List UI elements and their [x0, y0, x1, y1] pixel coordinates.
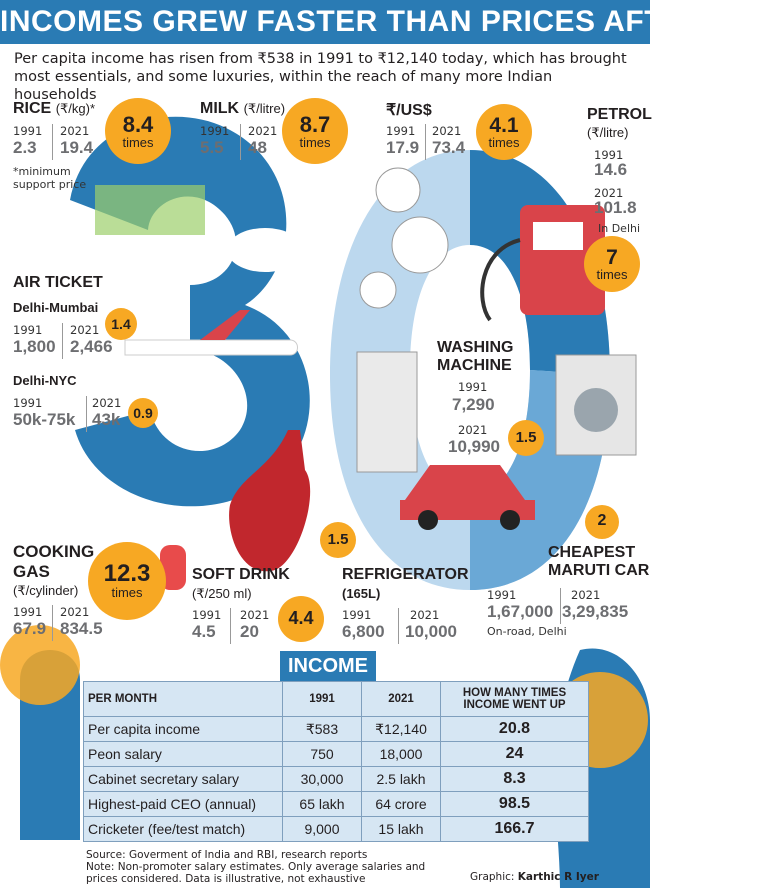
refrigerator-icon [357, 352, 417, 472]
table-row [84, 742, 589, 767]
car-name: CHEAPEST MARUTI CAR [548, 544, 650, 579]
milk-label [200, 100, 285, 118]
milk-times-bubble: 8.7 times [282, 98, 348, 164]
col-header-1991: 1991 [283, 682, 362, 717]
sd-year-2021: 2021 [240, 608, 270, 622]
soft-drink-name: SOFT DRINK [192, 566, 290, 583]
usd-label: ₹/US$ [386, 102, 432, 119]
air-mumbai-year-1991: 1991 [13, 323, 43, 337]
row-times: 166.7 [441, 817, 589, 842]
gas-unit: (₹/cylinder) [13, 583, 79, 598]
fridge-name: REFRIGERATOR [342, 566, 469, 583]
sd-year-1991: 1991 [192, 608, 222, 622]
footer-notes [86, 849, 456, 885]
fridge-value-1991: 6,800 [342, 622, 385, 641]
col-header-per-month: PER MONTH [84, 682, 283, 717]
rice-unit: (₹/kg)* [55, 101, 96, 116]
divider [398, 608, 399, 644]
divider [52, 124, 53, 160]
gas-value-1991: 67.9 [13, 619, 47, 638]
divider [240, 124, 241, 160]
petrol-name: PETROL [587, 106, 652, 123]
row-times: 20.8 [441, 717, 589, 742]
coin-icon [392, 217, 448, 273]
rice-value-2021: 19.4 [60, 138, 94, 157]
rice-note: *minimum support price [13, 165, 87, 191]
car-year-2021: 2021 [571, 588, 601, 602]
fridge-value-2021: 10,000 [405, 622, 457, 641]
row-1991: 9,000 [283, 817, 362, 842]
gas-name: COOKING GAS [13, 542, 95, 581]
wm-times-bubble: 1.5 [508, 420, 544, 456]
table-row [84, 717, 589, 742]
car-value-1991: 1,67,000 [487, 602, 554, 621]
usd-times-bubble: 4.1 times [476, 104, 532, 160]
table-row [84, 817, 589, 842]
sd-value-2021: 20 [240, 622, 259, 641]
page-subtitle: Per capita income has risen from ₹538 in 1991 to ₹12,140 today, which has brought most essentials, and some luxuries, within the reach of many more Indian households [14, 51, 627, 103]
petrol-times-bubble: 7 times [584, 236, 640, 292]
usd-year-1991: 1991 [386, 124, 416, 138]
row-1991: ₹583 [283, 717, 362, 742]
row-label: Cabinet secretary salary [84, 767, 283, 792]
petrol-unit: (₹/litre) [587, 125, 629, 140]
source-note: Source: Goverment of India and RBI, research reports [86, 849, 368, 861]
air-mumbai-year-2021: 2021 [70, 323, 100, 337]
digit-three-shape [70, 117, 310, 507]
divider [52, 605, 53, 641]
car-value-2021: 3,29,835 [562, 602, 629, 621]
air-nyc-value-1991: 50k-75k [13, 410, 76, 429]
petrol-note: In Delhi [598, 222, 641, 235]
row-1991: 65 lakh [283, 792, 362, 817]
col-header-2021: 2021 [362, 682, 441, 717]
row-2021: 15 lakh [362, 817, 441, 842]
fridge-times-bubble: 1.5 [320, 522, 356, 558]
sd-times-bubble: 4.4 [278, 596, 324, 642]
petrol-year-1991: 1991 [594, 148, 624, 162]
coin-icon [360, 272, 396, 308]
air-nyc-year-2021: 2021 [92, 396, 122, 410]
rice-label [13, 100, 95, 118]
milk-unit: (₹/litre) [243, 101, 286, 116]
gas-year-2021: 2021 [60, 605, 90, 619]
coin-icon [376, 168, 420, 212]
soft-drink-unit: (₹/250 ml) [192, 586, 252, 601]
row-label: Per capita income [84, 717, 283, 742]
fridge-year-1991: 1991 [342, 608, 372, 622]
air-mumbai-value-1991: 1,800 [13, 337, 56, 356]
divider [425, 124, 426, 160]
fridge-unit: (165L) [342, 586, 381, 601]
rice-year-1991: 1991 [13, 124, 43, 138]
row-2021: 2.5 lakh [362, 767, 441, 792]
gas-value-2021: 834.5 [60, 619, 103, 638]
car-times-bubble: 2 [585, 505, 619, 539]
air-name: AIR TICKET [13, 274, 103, 291]
rice-value-1991: 2.3 [13, 138, 37, 157]
air-nyc-times-bubble: 0.9 [128, 398, 158, 428]
income-table-title: INCOME [280, 651, 376, 681]
divider [62, 323, 63, 359]
col-header-times: HOW MANY TIMES INCOME WENT UP [441, 682, 589, 717]
divider [86, 396, 87, 432]
car-note: On-road, Delhi [487, 625, 567, 638]
rice-year-2021: 2021 [60, 124, 90, 138]
air-sub-nyc: Delhi-NYC [13, 373, 77, 388]
air-mumbai-times-bubble: 1.4 [105, 308, 137, 340]
petrol-value-2021: 101.8 [594, 198, 637, 217]
cow-icon [227, 228, 303, 272]
row-label: Peon salary [84, 742, 283, 767]
income-table [83, 681, 589, 842]
table-header-row [84, 682, 589, 717]
milk-value-2021: 48 [248, 138, 267, 157]
milk-year-1991: 1991 [200, 124, 230, 138]
rice-field-icon [95, 185, 205, 235]
usd-year-2021: 2021 [432, 124, 462, 138]
milk-value-1991: 5.5 [200, 138, 224, 157]
row-2021: ₹12,140 [362, 717, 441, 742]
rice-times-bubble: 8.4 times [105, 98, 171, 164]
wm-year-1991: 1991 [458, 380, 488, 394]
page-title: INCOMES GREW FASTER THAN PRICES AFTER '91 [0, 0, 650, 44]
wm-year-2021: 2021 [458, 423, 488, 437]
wm-value-2021: 10,990 [448, 437, 500, 456]
row-times: 24 [441, 742, 589, 767]
sd-value-1991: 4.5 [192, 622, 216, 641]
milk-name: MILK [200, 100, 240, 117]
petrol-year-2021: 2021 [594, 186, 624, 200]
disclaimer-note: Note: Non-promoter salary estimates. Only average salaries and prices considered. Data is illustrative, not exhaustive [86, 861, 426, 885]
rice-name: RICE [13, 100, 52, 117]
table-row [84, 792, 589, 817]
airplane-icon [125, 340, 298, 355]
row-times: 98.5 [441, 792, 589, 817]
graphic-credit: Graphic: Karthic R Iyer [470, 871, 599, 883]
car-year-1991: 1991 [487, 588, 517, 602]
row-1991: 30,000 [283, 767, 362, 792]
row-times: 8.3 [441, 767, 589, 792]
divider [230, 608, 231, 644]
wm-value-1991: 7,290 [452, 395, 495, 414]
row-label: Cricketer (fee/test match) [84, 817, 283, 842]
fridge-year-2021: 2021 [410, 608, 440, 622]
washing-machine-name: WASHING MACHINE [437, 339, 514, 374]
air-sub-mumbai: Delhi-Mumbai [13, 300, 99, 315]
air-mumbai-value-2021: 2,466 [70, 337, 113, 356]
gas-times-bubble: 12.3 times [88, 542, 166, 620]
usd-value-1991: 17.9 [386, 138, 420, 157]
row-1991: 750 [283, 742, 362, 767]
row-2021: 64 crore [362, 792, 441, 817]
divider [560, 588, 561, 624]
gas-year-1991: 1991 [13, 605, 43, 619]
milk-year-2021: 2021 [248, 124, 278, 138]
row-label: Highest-paid CEO (annual) [84, 792, 283, 817]
air-nyc-value-2021: 43k [92, 410, 121, 429]
row-2021: 18,000 [362, 742, 441, 767]
petrol-value-1991: 14.6 [594, 160, 628, 179]
usd-value-2021: 73.4 [432, 138, 466, 157]
table-row [84, 767, 589, 792]
air-nyc-year-1991: 1991 [13, 396, 43, 410]
